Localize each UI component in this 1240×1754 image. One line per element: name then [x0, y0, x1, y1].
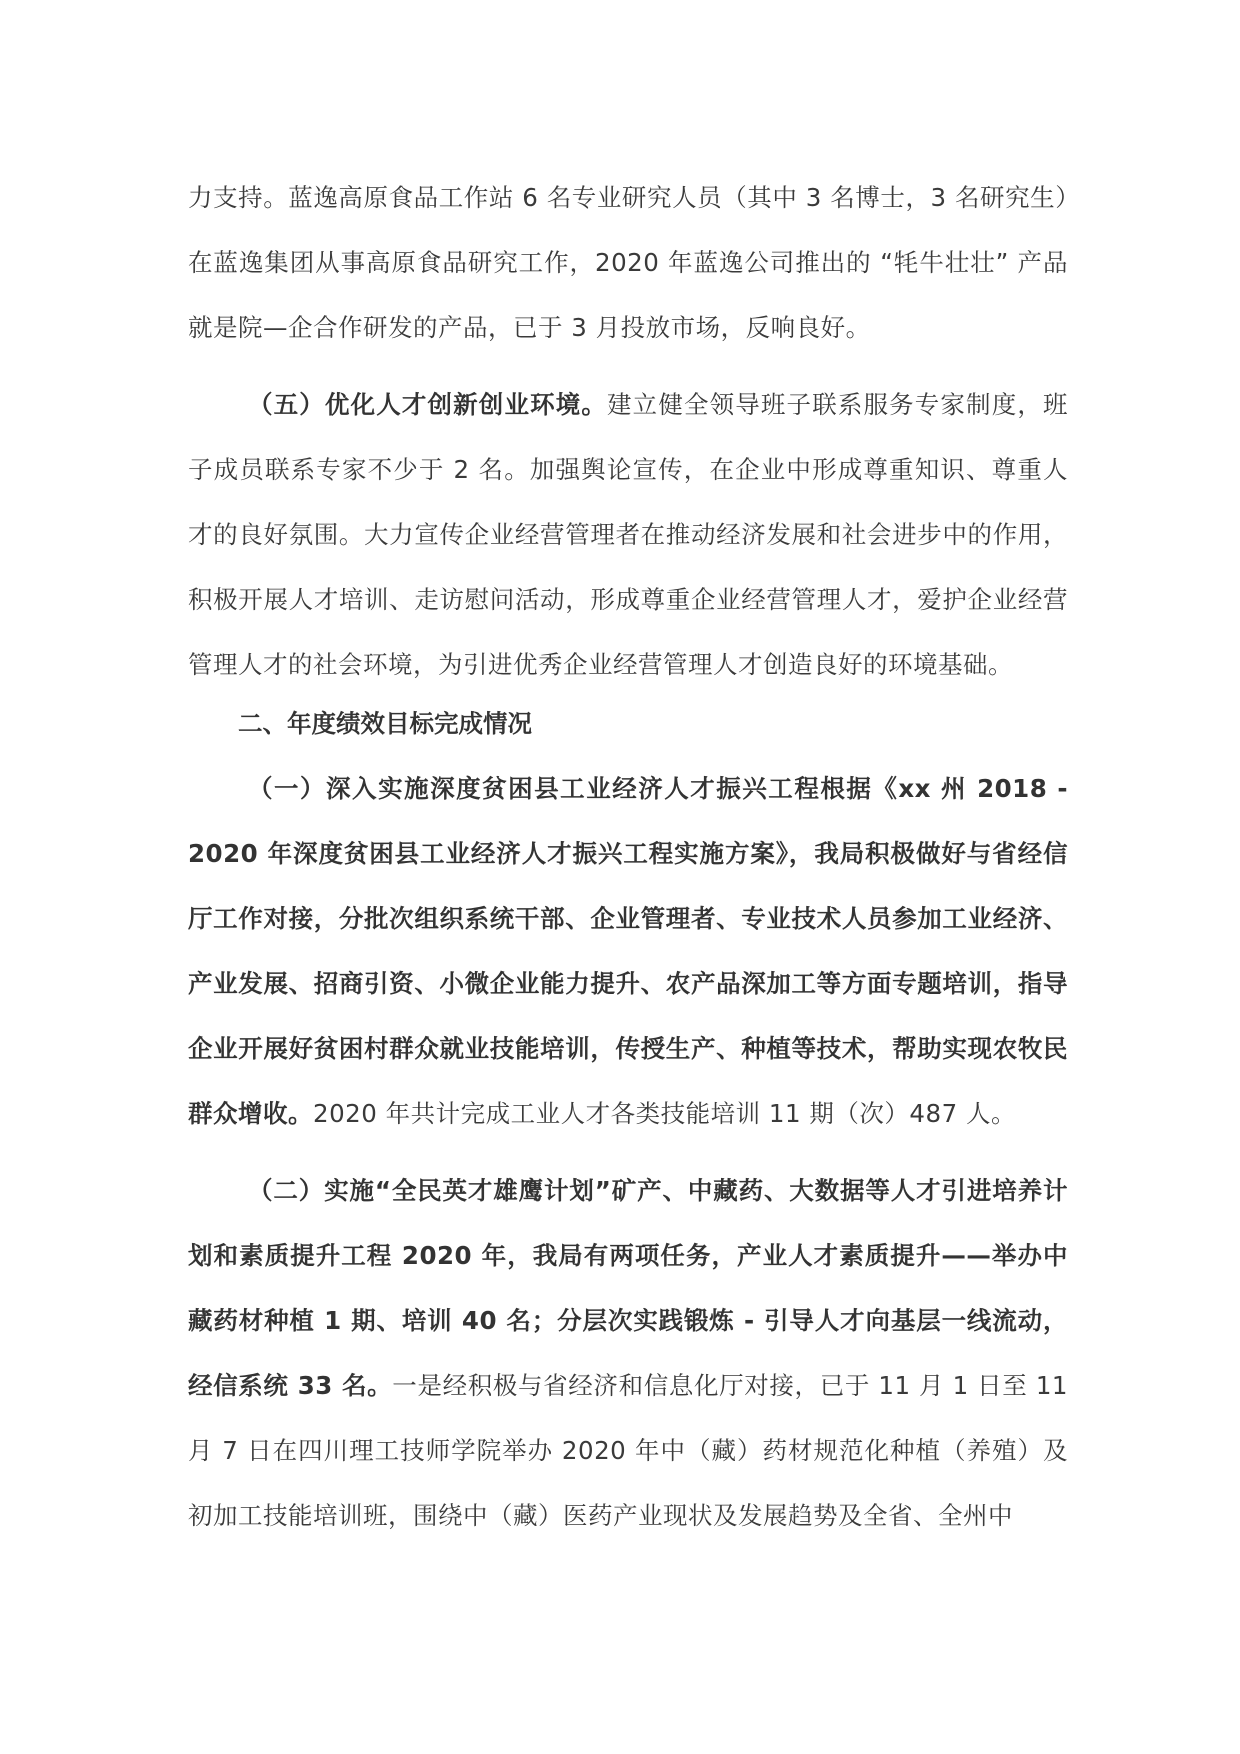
paragraph-talent-support: [188, 165, 1068, 360]
paragraph-eagle-plan: [188, 1158, 1068, 1548]
paragraph-text: 力支持。蓝逸高原食品工作站 6 名专业研究人员（其中 3 名博士，3 名研究生）在蓝逸集团从事高原食品研究工作，2020 年蓝逸公司推出的 “牦牛壮壮” 产品就是院—企合作研发的产品，已于 3 月投放市场，反响良好。: [188, 183, 1068, 342]
paragraph-innovation-environment: [188, 372, 1068, 697]
paragraph-poverty-county-program: [188, 756, 1068, 1146]
paragraph-heading: （一）深入实施深度贫困县工业经济人才振兴工程根据《xx 州 2018 - 2020 年深度贫困县工业经济人才振兴工程实施方案》，我局积极做好与省经信厅工作对接，分批次组织系统干部、企业管理者、专业技术人员参加工业经济、产业发展、招商引资、小微企业能力提升、农产品深加工等方面专题培训，指导企业开展好贫困村群众就业技能培训，传授生产、种植等技术，帮助实现农牧民群众增收。: [188, 774, 1068, 1128]
paragraph-heading: （二）实施“全民英才雄鹰计划”矿产、中藏药、大数据等人才引进培养计划和素质提升工程 2020 年，我局有两项任务，产业人才素质提升——举办中藏药材种植 1 期、培训 40 名；分层次实践锻炼 - 引导人才向基层一线流动，经信系统 33 名。: [188, 1176, 1068, 1400]
paragraph-text: 建立健全领导班子联系服务专家制度，班子成员联系专家不少于 2 名。加强舆论宣传，在企业中形成尊重知识、尊重人才的良好氛围。大力宣传企业经营管理者在推动经济发展和社会进步中的作用，积极开展人才培训、走访慰问活动，形成尊重企业经营管理人才，爱护企业经营管理人才的社会环境，为引进优秀企业经营管理人才创造良好的环境基础。: [188, 390, 1068, 679]
document-body: [188, 165, 1068, 1548]
section-heading: 二、年度绩效目标完成情况: [238, 709, 532, 738]
paragraph-text: 2020 年共计完成工业人才各类技能培训 11 期（次）487 人。: [313, 1099, 1016, 1128]
paragraph-text: 一是经积极与省经济和信息化厅对接，已于 11 月 1 日至 11 月 7 日在四川理工技师学院举办 2020 年中（藏）药材规范化种植（养殖）及初加工技能培训班，围绕中（藏）医药产业现状及发展趋势及全省、全州中: [188, 1371, 1068, 1530]
paragraph-heading: （五）优化人才创新创业环境。: [248, 390, 608, 419]
